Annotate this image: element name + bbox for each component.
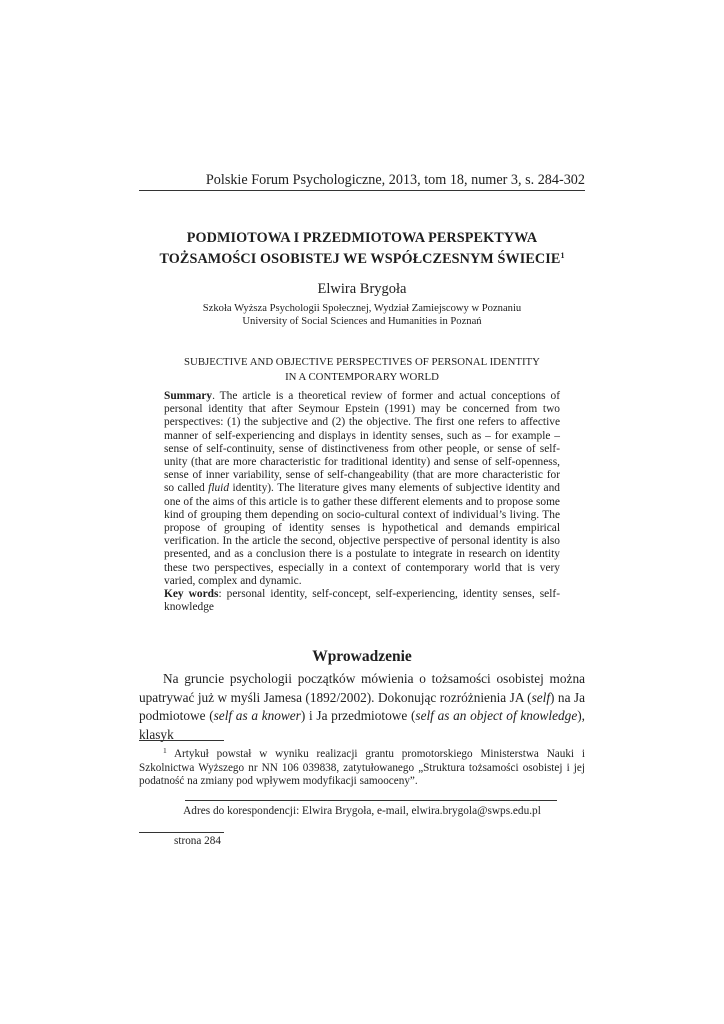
footnote-paragraph [139,744,585,789]
article-title [139,230,585,268]
correspondence-rule [185,800,557,801]
intro-paragraph [139,670,585,744]
title-footnote-mark: 1 [560,251,565,260]
affiliation [139,303,585,328]
intro-text-d: ), klasyk [139,708,585,742]
footnote [139,744,585,789]
abstract [164,390,560,614]
affiliation-pl: Szkoła Wyższa Psychologii Społecznej, Wydział Zamiejscowy w Poznaniu [202,303,522,314]
intro-self: self [531,689,551,705]
intro-knower: self as a knower [213,708,301,724]
summary-text-a: . The article is a theoretical review of former and actual conceptions of personal identity that after Seymour Epstein (1991) may be concerned from two perspectives: (1) the subjective and (2) the objective. The first one refers to affective manner of self-experiencing and displays in identity senses, such as – for example – sense of self-continuity, sense of distinctiveness from other people, or sense of self-unity (that are more characteristic for traditional identity) and sense of self-openness, sense of inner variability, sense of self-changeability (that are more characteristic for so called [164,390,560,495]
english-title-line-2: IN A CONTEMPORARY WORLD [285,371,439,383]
section-heading: Wprowadzenie [312,648,412,665]
intro-text-b: ) na Ja podmiotowe ( [139,689,586,724]
title-line-1: PODMIOTOWA I PRZEDMIOTOWA PERSPEKTYWA [186,230,538,246]
correspondence-address: Adres do korespondencji: Elwira Brygoła, e-mail, elwira.brygola@swps.edu.pl [183,805,541,817]
title-line-2 [139,247,585,268]
intro-text-a: Na gruncie psychologii początków mówienia o tożsamości osobistej można upatrywać już w myśli Jamesa (1892/2002). Dokonując rozróżnienia JA ( [139,671,585,705]
footnote-text: Artykuł powstał w wyniku realizacji grantu promotorskiego Ministerstwa Nauki i Szkolnictwa Wyższego nr NN 106 039838, zatytułowanego „Struktura tożsamości osobistej i jej podatność na zmiany pod wpływem modyfikacji samooceny”. [139,748,585,787]
footnote-mark: 1 [163,746,167,755]
keywords-paragraph [164,588,560,614]
keywords-text: : personal identity, self-concept, self-experiencing, identity senses, self-knowledge [164,588,560,614]
summary-text-b: identity). The literature gives many elements of subjective identity and one of the aims of this article is to gather these different elements and to propose some kind of grouping them depending on socio-cultural context of individual’s living. The propose of grouping of identity senses is hypothetical and demands empirical verification. In the article the second, objective perspective of personal identity is also presented, and as a conclusion there is a postulate to integrate in research on identity these two perspectives, especially in a context of contemporary world that is very varied, complex and dynamic. [164,482,561,587]
journal-header: Polskie Forum Psychologiczne, 2013, tom 18, numer 3, s. 284-302 [205,172,585,188]
affiliation-en: University of Social Sciences and Humanities in Poznań [242,315,482,327]
english-title-line-1: SUBJECTIVE AND OBJECTIVE PERSPECTIVES OF PERSONAL IDENTITY [184,356,540,368]
summary-label: Summary [164,390,213,402]
author-name: Elwira Brygoła [317,281,407,297]
body-text [139,670,585,744]
summary-paragraph [164,390,560,588]
page-number-rule [139,832,224,833]
page-number: strona 284 [174,835,221,847]
footnote-rule [139,740,224,741]
header-rule [139,190,585,191]
summary-fluid: fluid [208,482,230,495]
intro-text-c: ) i Ja przedmiotowe ( [300,708,416,724]
title-line-2-text: TOŻSAMOŚCI OSOBISTEJ WE WSPÓŁCZESNYM ŚWIECIE [159,251,561,267]
intro-object: self as an object of knowledge [415,708,578,724]
english-title [139,355,585,385]
keywords-label: Key words [164,588,219,601]
